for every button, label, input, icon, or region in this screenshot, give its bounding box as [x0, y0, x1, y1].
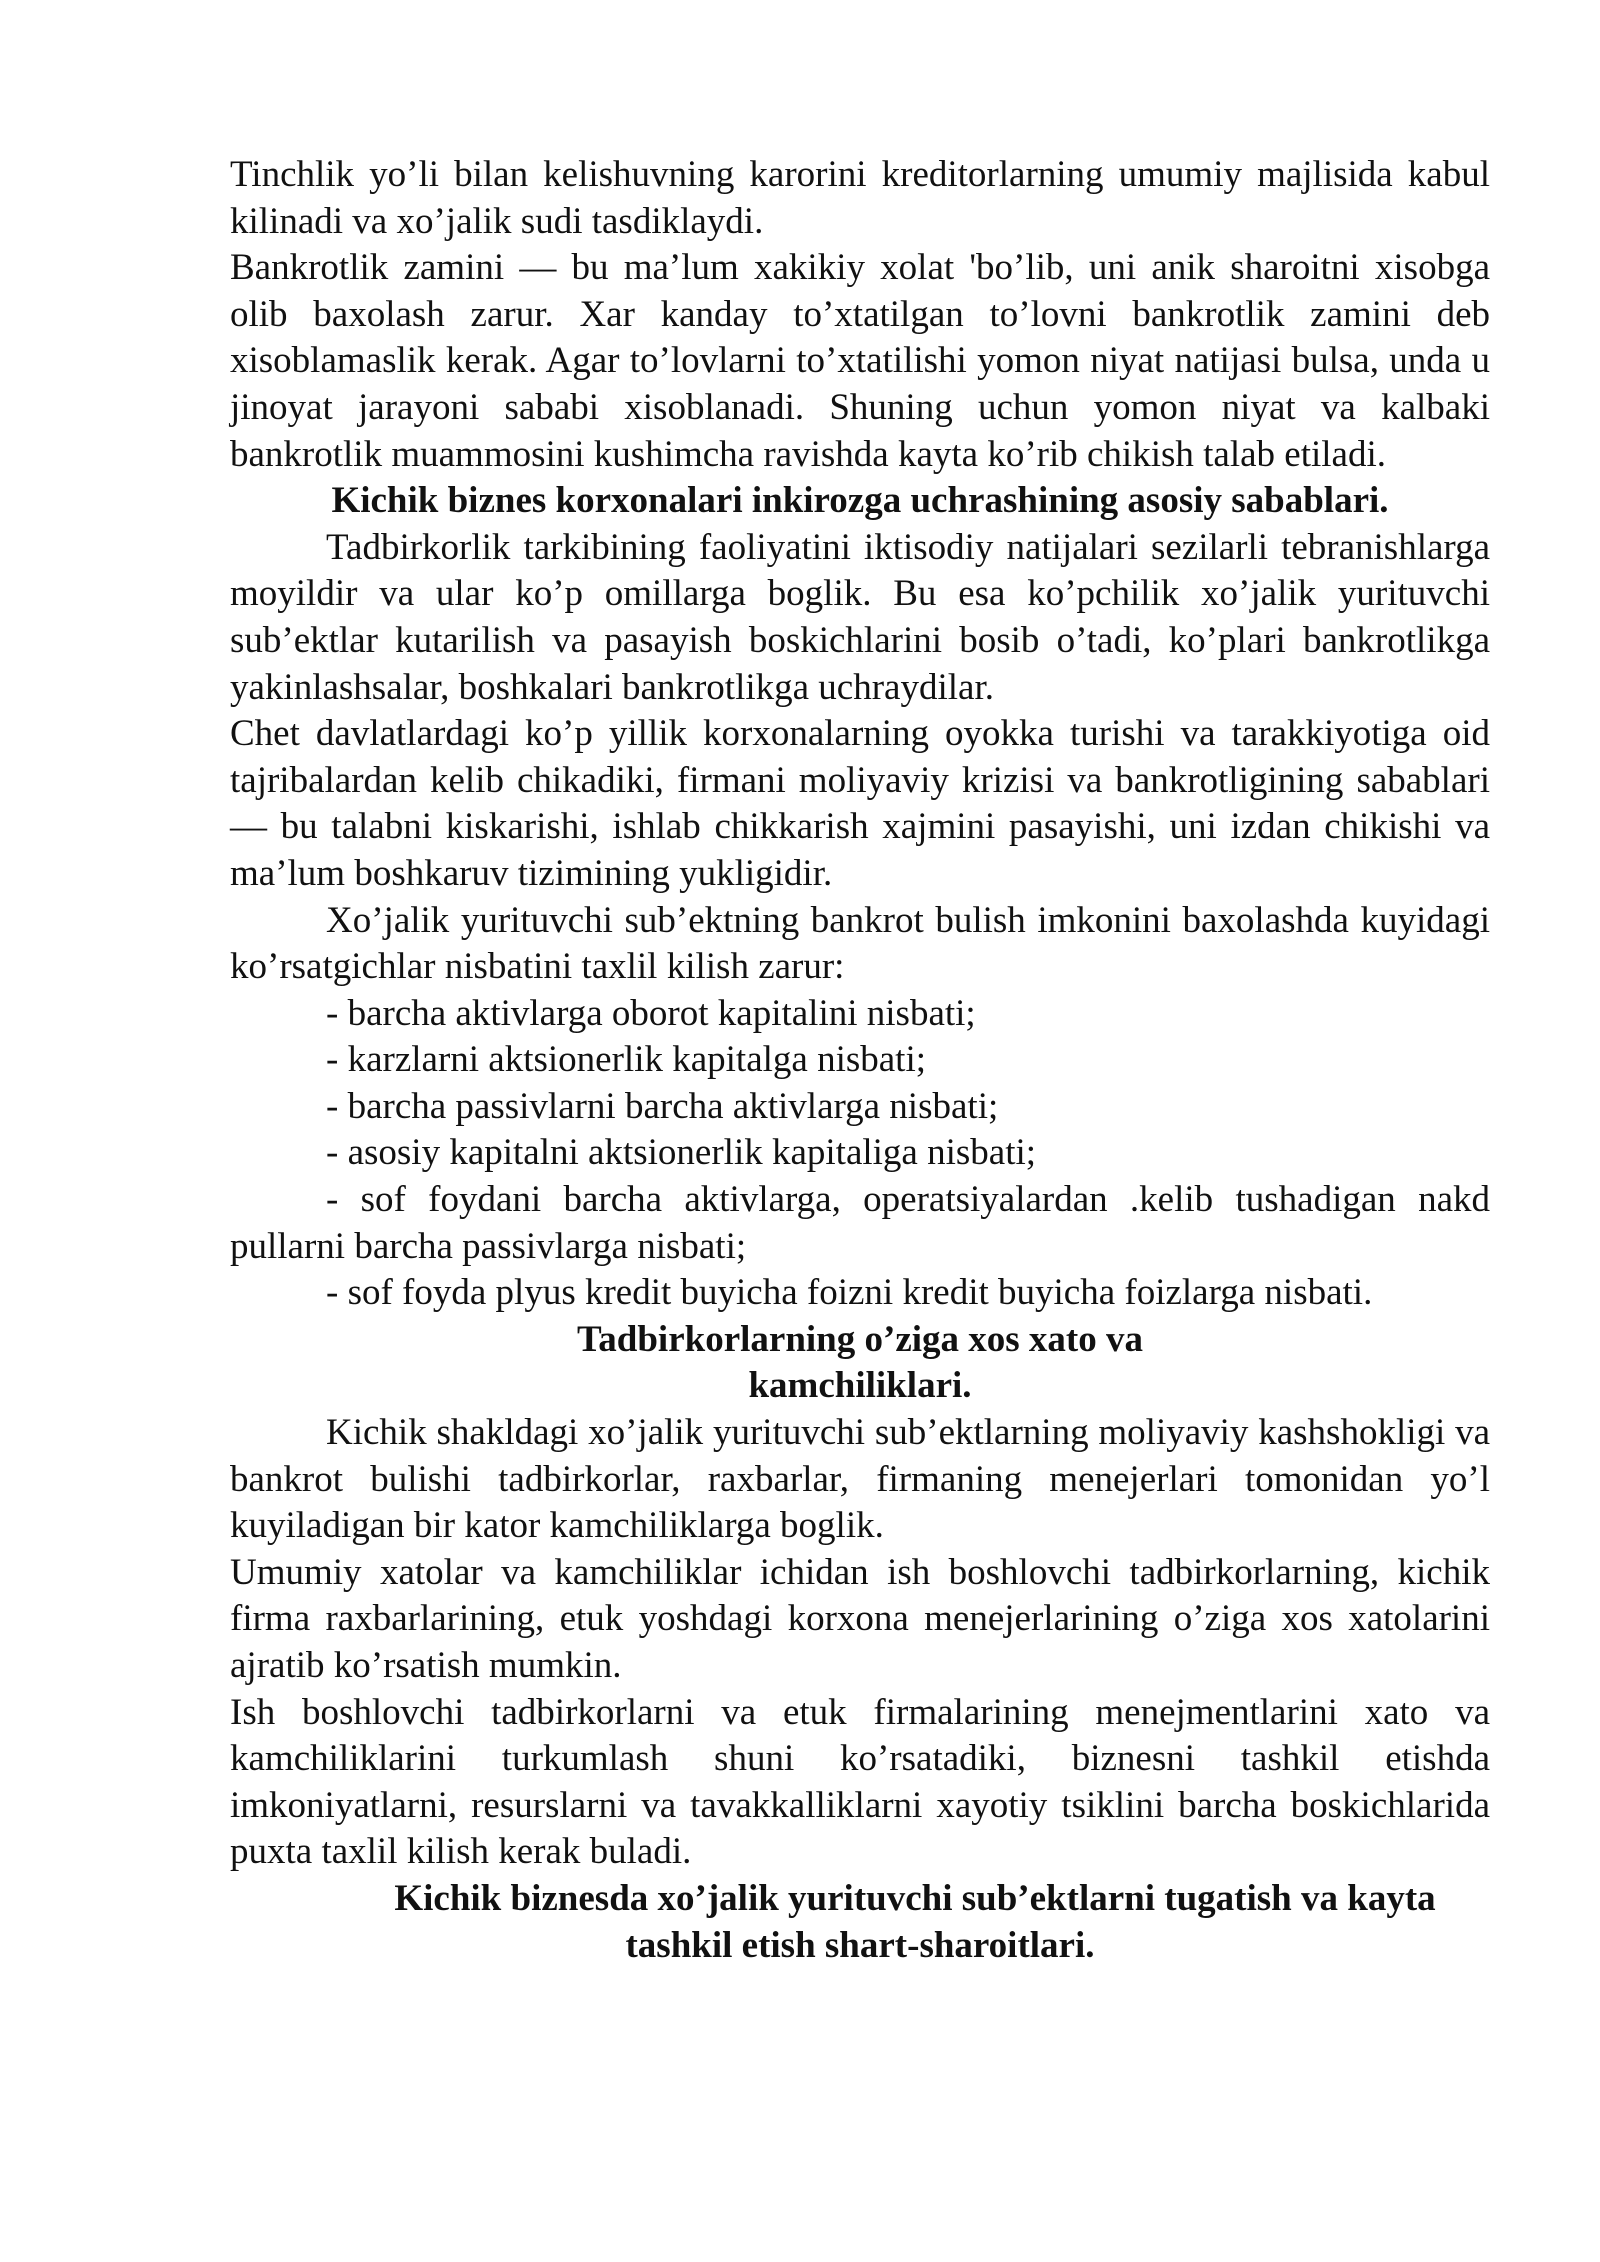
paragraph-business-results: Tadbirkorlik tarkibining faoliyatini iktisodiy natijalari sezilarli tebranishlarga moyildir va ular ko’p omillarga boglik. Bu esa ko’pchilik xo’jalik yurituvchi sub’ektlar kutarilish va pasayish boskichlarini bosib o’tadi, ko’plari bankrotlikga yakinlashsalar, boshkalari bankrotlikga uchraydilar. — [230, 526, 1490, 708]
heading-entrepreneur-mistakes-line2: kamchiliklari. — [748, 1365, 972, 1407]
paragraph-foreign-experience: Chet davlatlardagi ko’p yillik korxonalarning oyokka turishi va tarakkiyotiga oid tajribalardan kelib chikadiki, firmani moliyaviy krizisi va bankrotligining sabablari — bu talabni kiskarishi, ishlab chikkarish xajmini pasayishi, uni izdan chikishi va ma’lum boshkaruv tizimining yukligidir. — [230, 713, 1490, 894]
list-item: - barcha aktivlarga oborot kapitalini nisbati; — [326, 992, 976, 1034]
list-item: - sof foyda plyus kredit buyicha foizni kredit buyicha foizlarga nisbati. — [326, 1272, 1373, 1314]
paragraph-settlement: Tinchlik yo’li bilan kelishuvning karorini kreditorlarning umumiy majlisida kabul kilinadi va xo’jalik sudi tasdiklaydi. — [230, 154, 1490, 242]
paragraph-common-mistakes: Umumiy xatolar va kamchiliklar ichidan ish boshlovchi tadbirkorlarning, kichik firma raxbarlarining, etuk yoshdagi korxona menejerlarining o’ziga xos xatolarini ajratib ko’rsatish mumkin. — [230, 1551, 1490, 1686]
paragraph-indicators-intro: Xo’jalik yurituvchi sub’ektning bankrot bulish imkonini baxolashda kuyidagi ko’rsatgichlar nisbatini taxlil kilish zarur: — [230, 899, 1490, 988]
list-item: - asosiy kapitalni aktsionerlik kapitaliga nisbati; — [326, 1132, 1037, 1174]
heading-liquidation-conditions-line2: tashkil etish shart-sharoitlari. — [625, 1924, 1095, 1966]
list-item: - karzlarni aktsionerlik kapitalga nisbati; — [326, 1039, 927, 1081]
heading-entrepreneur-mistakes-line1: Tadbirkorlarning o’ziga xos xato va — [576, 1318, 1144, 1360]
list-item: - barcha passivlarni barcha aktivlarga nisbati; — [326, 1085, 999, 1127]
heading-liquidation-conditions-line1: Kichik biznesda xo’jalik yurituvchi sub’ektlarni tugatish va kayta — [394, 1877, 1436, 1919]
document-page — [230, 152, 1490, 1969]
paragraph-mistake-classification: Ish boshlovchi tadbirkorlarni va etuk firmalarining menejmentlarini xato va kamchiliklarini turkumlash shuni ko’rsatadiki, biznesni tashkil etishda imkoniyatlarni, resurslarni va tavakkalliklarni xayotiy tsiklini barcha boskichlarida puxta taxlil kilish kerak buladi. — [230, 1691, 1490, 1873]
heading-crisis-causes: Kichik biznes korxonalari inkirozga uchrashining asosiy sabablari. — [331, 480, 1389, 522]
paragraph-small-business-failure: Kichik shakldagi xo’jalik yurituvchi sub’ektlarning moliyaviy kashshokligi va bankrot bulishi tadbirkorlar, raxbarlar, firmaning menejerlari tomonidan yo’l kuyiladigan bir kator kamchiliklarga boglik. — [230, 1412, 1490, 1547]
indicator-list — [230, 991, 1490, 1317]
list-item: - sof foydani barcha aktivlarga, operatsiyalardan .kelib tushadigan nakd pullarni barcha passivlarga nisbati; — [230, 1179, 1490, 1267]
paragraph-bankruptcy-basis: Bankrotlik zamini — bu ma’lum xakikiy xolat 'bo’lib, uni anik sharoitni xisobga olib baxolash zarur. Xar kanday to’xtatilgan to’lovni bankrotlik zamini deb xisoblamaslik kerak. Agar to’lovlarni to’xtatilishi yomon niyat natijasi bulsa, unda u jinoyat jarayoni sababi xisoblanadi. Shuning uchun yomon niyat va kalbaki bankrotlik muammosini kushimcha ravishda kayta ko’rib chikish talab etiladi. — [230, 247, 1490, 475]
